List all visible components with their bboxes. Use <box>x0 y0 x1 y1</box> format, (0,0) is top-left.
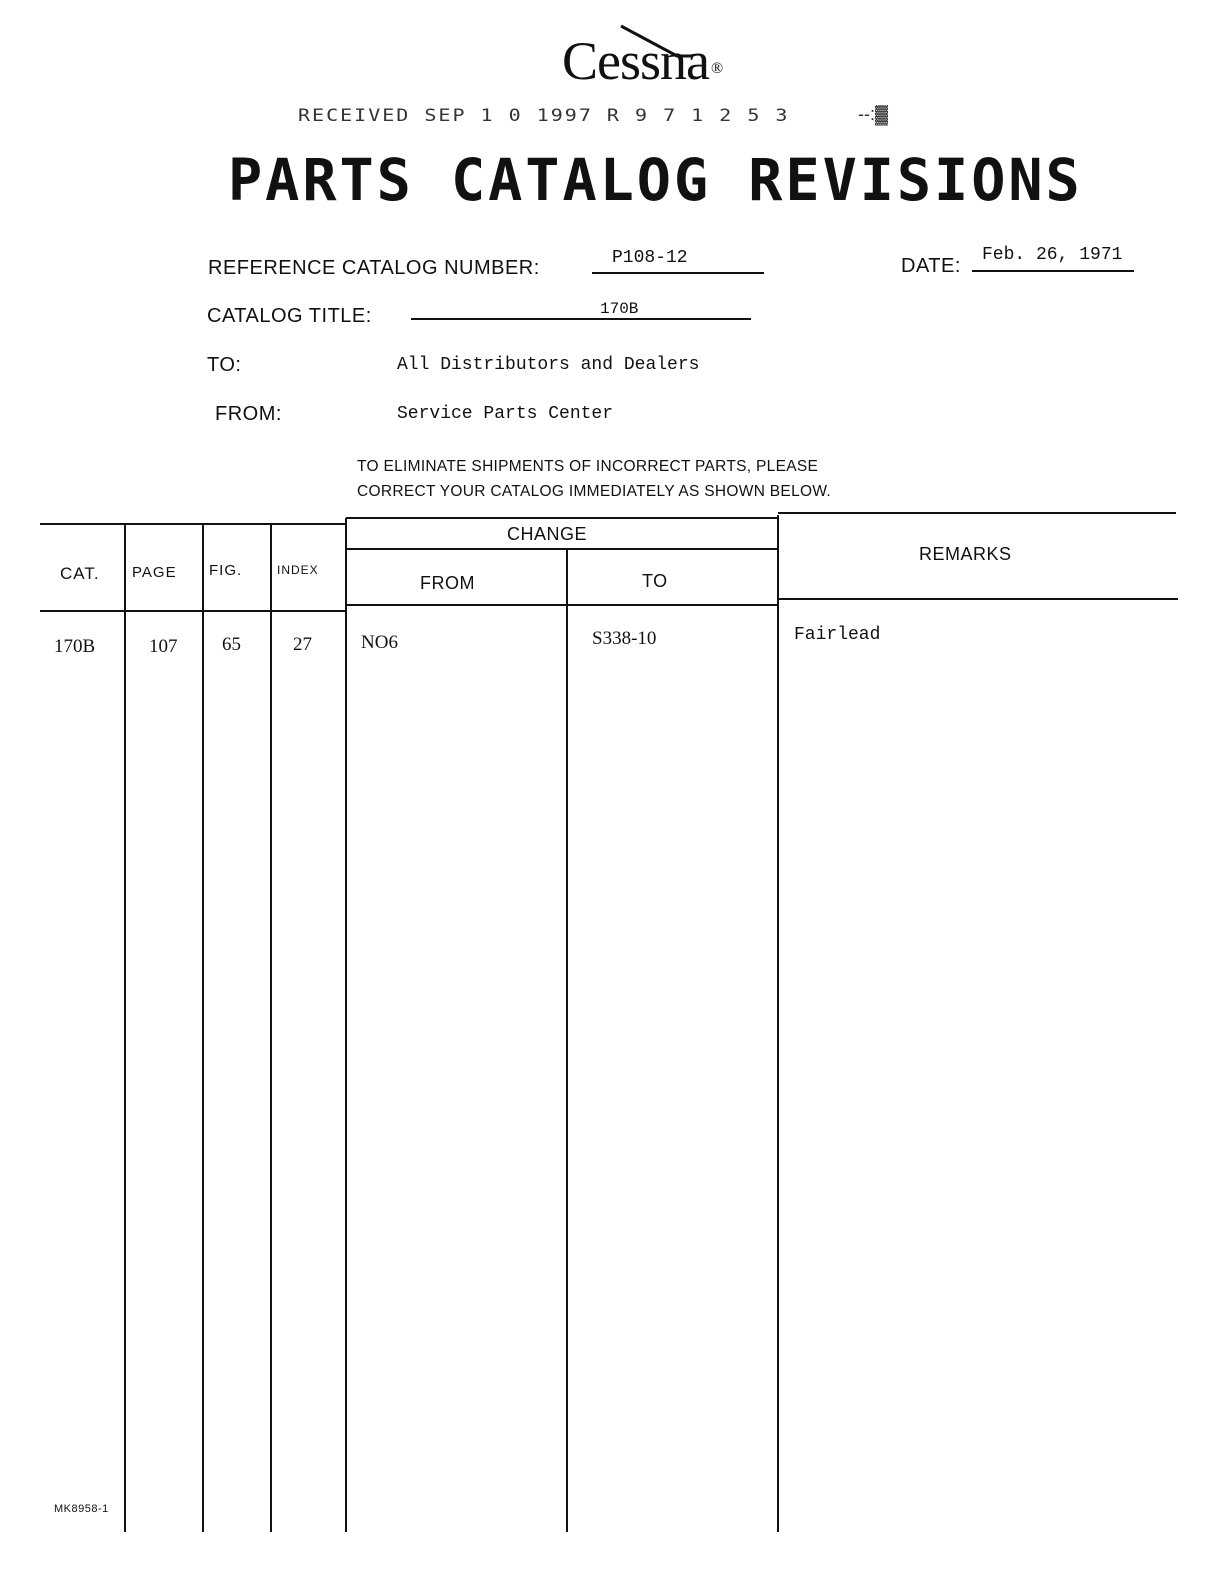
table-top-rule-left <box>40 523 346 525</box>
ref-catalog-underline <box>592 272 764 274</box>
col-divider-fig <box>270 525 272 1532</box>
cell-cat: 170B <box>54 636 96 657</box>
registered-mark: ® <box>710 60 723 77</box>
change-divider-rule <box>346 548 778 550</box>
col-divider-from <box>566 549 568 1532</box>
header-remarks: REMARKS <box>919 544 1012 564</box>
table-top-rule-remarks <box>778 512 1176 514</box>
header-bottom-rule-change <box>346 604 778 606</box>
col-divider-index <box>345 518 347 1532</box>
cell-index: 27 <box>293 634 312 655</box>
catalog-title-underline <box>411 318 751 320</box>
cell-fig: 65 <box>222 634 241 655</box>
header-cat: CAT. <box>60 564 100 583</box>
header-page: PAGE <box>132 564 177 581</box>
received-stamp: RECEIVED SEP 1 0 1997 R 9 7 1 2 5 3 <box>298 104 790 126</box>
date-underline <box>972 270 1134 272</box>
catalog-title-label: CATALOG TITLE: <box>207 305 372 327</box>
notice-line-1: TO ELIMINATE SHIPMENTS OF INCORRECT PARTS, PLEASE <box>357 458 819 475</box>
logo-text: Cessna <box>562 31 709 91</box>
col-divider-to <box>777 515 779 1532</box>
cell-remarks: Fairlead <box>794 625 881 645</box>
notice-line-2: CORRECT YOUR CATALOG IMMEDIATELY AS SHOWN BELOW. <box>357 483 832 500</box>
ref-catalog-label: REFERENCE CATALOG NUMBER: <box>208 257 540 279</box>
notice-text <box>357 454 831 504</box>
cell-to: S338-10 <box>592 628 657 649</box>
header-bottom-rule-remarks <box>778 598 1178 600</box>
date-label: DATE: <box>901 255 961 277</box>
ref-catalog-value: P108-12 <box>612 248 688 268</box>
cell-from: NO6 <box>361 632 398 653</box>
date-value: Feb. 26, 1971 <box>982 245 1123 265</box>
page-title: PARTS CATALOG REVISIONS <box>228 146 1083 214</box>
form-number: MK8958-1 <box>54 1503 109 1515</box>
to-label: TO: <box>207 354 242 376</box>
header-change: CHANGE <box>507 524 588 544</box>
header-to: TO <box>642 571 668 591</box>
logo-swoosh-icon <box>615 22 695 62</box>
col-divider-page <box>202 525 204 1532</box>
header-index: INDEX <box>277 563 319 577</box>
header-bottom-rule-left <box>40 610 346 612</box>
col-divider-cat <box>124 525 126 1532</box>
to-value: All Distributors and Dealers <box>397 355 700 375</box>
header-fig: FIG. <box>209 562 243 579</box>
cell-page: 107 <box>149 636 178 657</box>
from-value: Service Parts Center <box>397 404 614 424</box>
table-top-rule-change <box>346 517 778 519</box>
from-label: FROM: <box>215 403 282 425</box>
catalog-title-value: 170B <box>600 300 639 318</box>
header-from: FROM <box>420 573 475 593</box>
stamp-mark: --:▓ <box>858 104 889 124</box>
